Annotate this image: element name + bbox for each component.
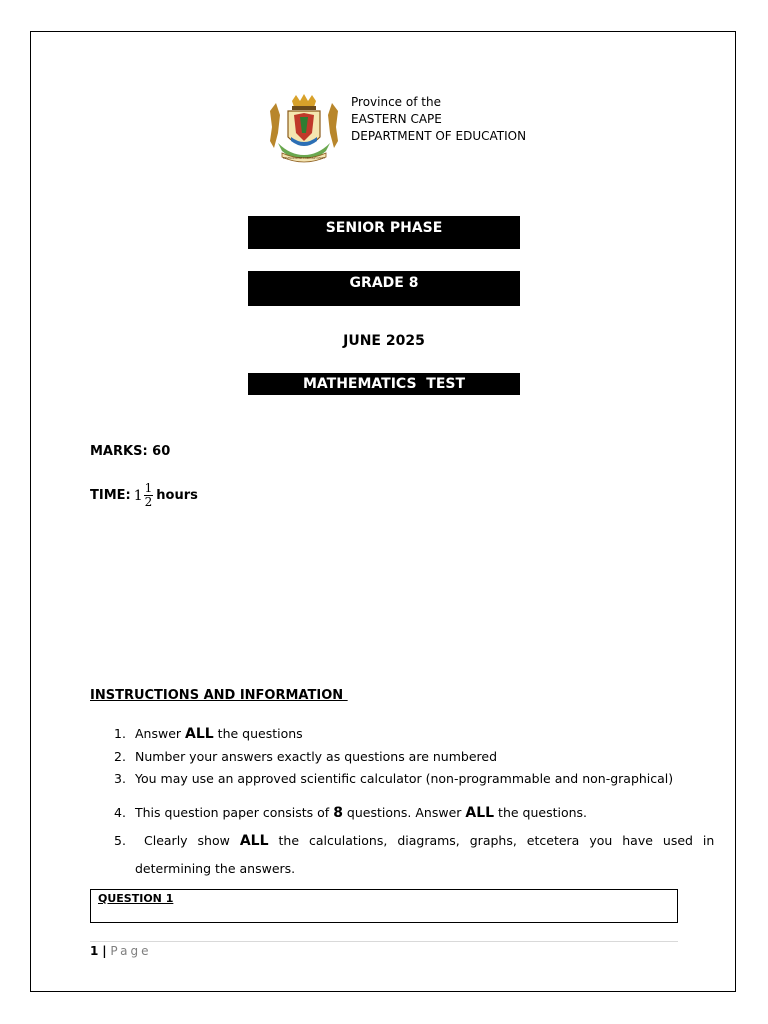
item-emphasis-2: ALL — [465, 805, 495, 821]
phase-banner: SENIOR PHASE — [248, 216, 520, 249]
time-unit: hours — [156, 488, 198, 503]
question-box — [90, 889, 678, 923]
item-text-mid: questions. Answer — [342, 805, 466, 820]
item-emphasis: 8 — [333, 805, 343, 821]
item-emphasis: ALL — [185, 726, 214, 742]
item-number: 3. — [114, 771, 126, 786]
item-text-end: the questions — [213, 726, 303, 741]
coat-of-arms-icon — [264, 93, 344, 165]
subject-banner — [248, 373, 520, 395]
marks-label: MARKS: 60 — [90, 444, 171, 459]
item-text: Clearly show — [144, 833, 240, 848]
item-number: 1. — [114, 726, 126, 741]
question-label: QUESTION 1 — [98, 892, 174, 905]
footer-separator: | — [102, 944, 107, 958]
item-text: Number your answers exactly as questions are numbered — [135, 749, 498, 764]
item-text-end: the calculations, diagrams, graphs, etcetera you have used in — [268, 833, 715, 848]
item-text: Answer — [135, 726, 186, 741]
logo-motto: DEVELOPMENT THROUGH UNITY — [282, 157, 326, 160]
page-footer — [90, 944, 151, 958]
exam-date: JUNE 2025 — [343, 333, 425, 349]
item-number: 4. — [114, 805, 126, 820]
time-prefix: TIME: — [90, 488, 131, 503]
time-denominator: 2 — [144, 495, 153, 509]
time-whole: 1 — [133, 487, 143, 504]
province-line-3: DEPARTMENT OF EDUCATION — [351, 129, 527, 143]
item-text: This question paper consists of — [135, 805, 334, 820]
page-number: 1 — [90, 944, 99, 958]
page-word: Page — [110, 944, 152, 958]
item-number: 2. — [114, 749, 126, 764]
item-text-end: the questions. — [494, 805, 588, 820]
item-text: You may use an approved scientific calculator (non-programmable and non-graphical) — [135, 771, 674, 786]
grade-banner: GRADE 8 — [248, 271, 520, 306]
item-number: 5. — [114, 833, 126, 848]
footer-divider — [90, 941, 678, 942]
time-numerator: 1 — [144, 481, 153, 495]
time-fraction — [134, 482, 154, 509]
province-line-1: Province of the — [351, 95, 441, 109]
province-line-2: EASTERN CAPE — [351, 112, 442, 126]
department-name — [351, 94, 526, 145]
item-emphasis: ALL — [239, 833, 269, 849]
subject-text: MATHEMATICS TEST — [302, 376, 466, 392]
item-text-line-2: determining the answers. — [135, 861, 296, 876]
time-label — [90, 482, 198, 509]
instructions-heading: INSTRUCTIONS AND INFORMATION — [90, 688, 348, 703]
